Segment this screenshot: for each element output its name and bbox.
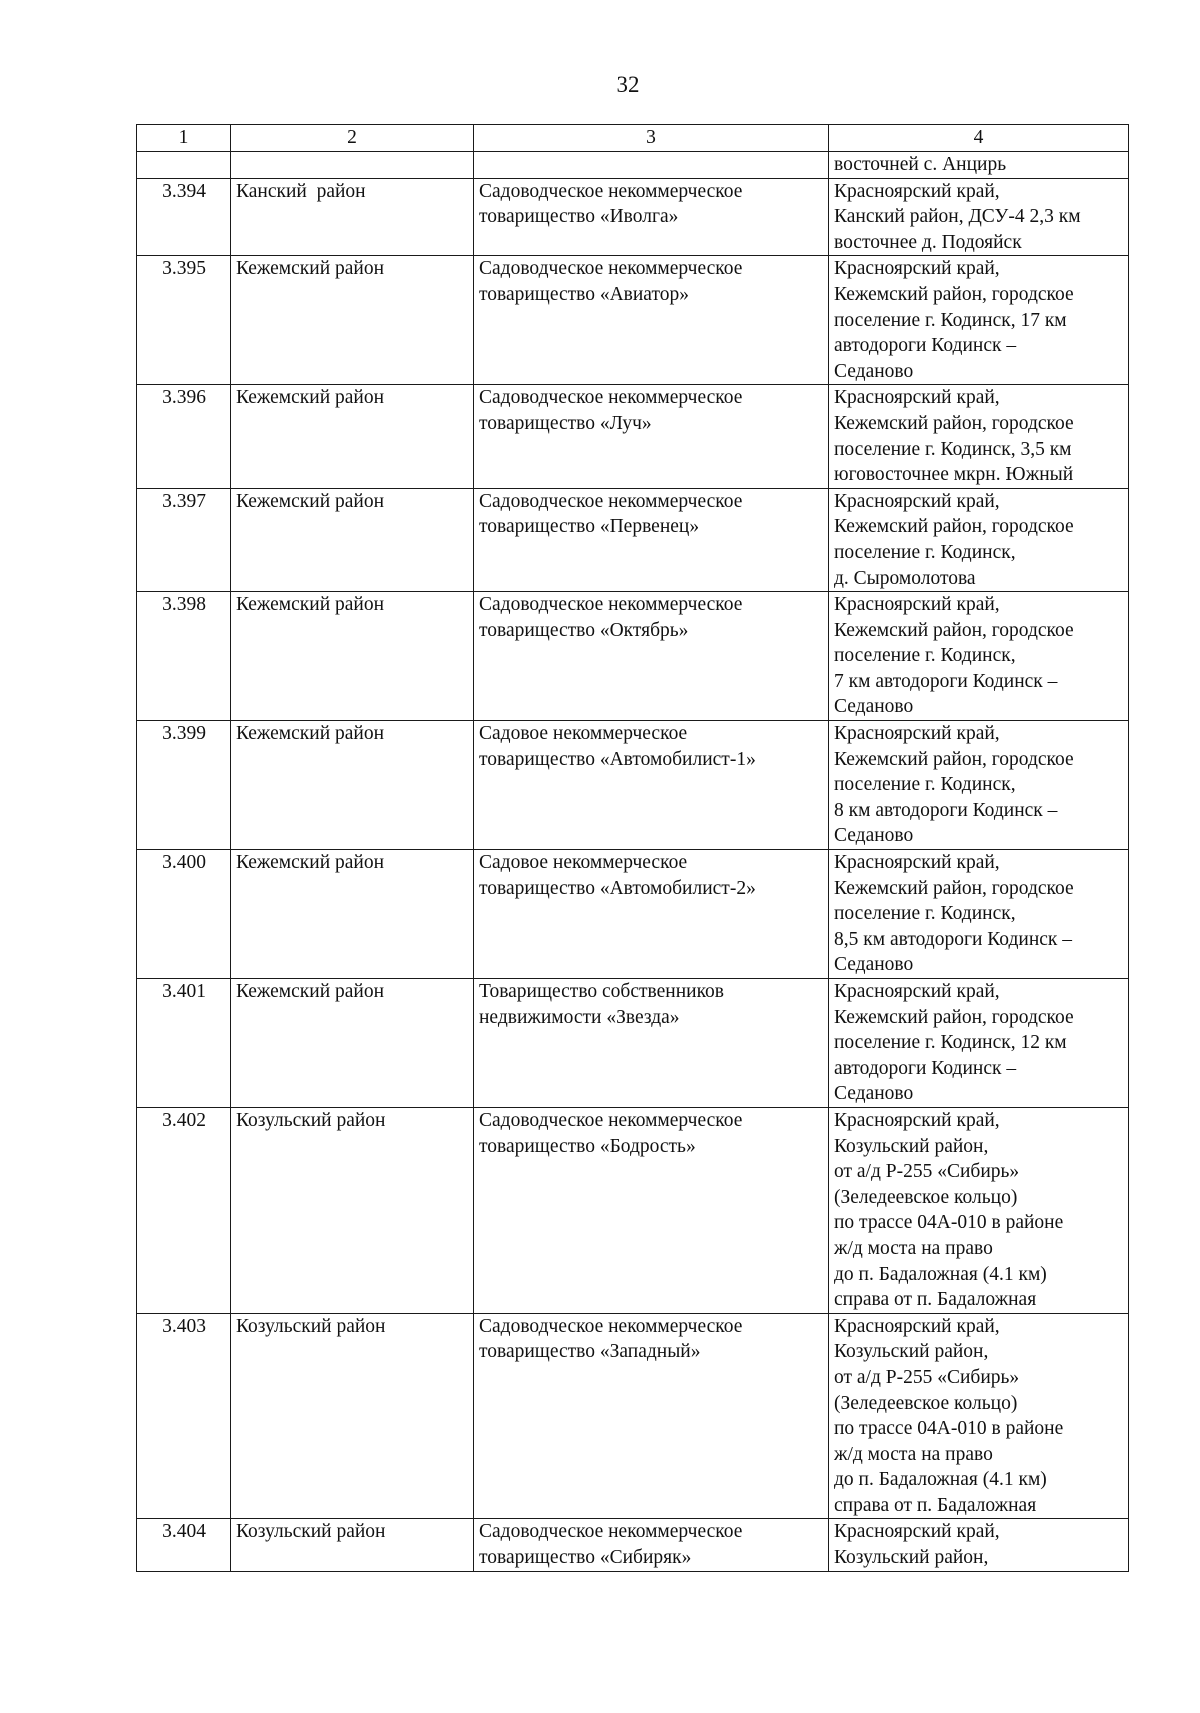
location-line: поселение г. Кодинск, 17 км bbox=[834, 309, 1067, 331]
organization-name-cell bbox=[474, 721, 829, 850]
organization-name-cell bbox=[474, 850, 829, 979]
location-line: ж/д моста на право bbox=[834, 1237, 993, 1259]
organization-name-line: Садоводческое некоммерческое bbox=[479, 1521, 743, 1543]
location-line: (Зеледеевское кольцо) bbox=[834, 1392, 1018, 1414]
location-line: восточней с. Анцирь bbox=[834, 154, 1007, 175]
district-cell: Кежемский район bbox=[231, 979, 474, 1108]
location-line: 8 км автодороги Кодинск – bbox=[834, 799, 1058, 821]
organization-name-line: товарищество «Сибиряк» bbox=[479, 1547, 692, 1569]
organization-name-line: товарищество «Автомобилист-1» bbox=[479, 748, 756, 770]
organization-name-cell bbox=[474, 979, 829, 1108]
district-cell: Козульский район bbox=[231, 1107, 474, 1313]
location-cell bbox=[829, 721, 1129, 850]
location-cell bbox=[829, 1107, 1129, 1313]
district-cell bbox=[231, 152, 474, 179]
organization-name-cell bbox=[474, 488, 829, 591]
location-cell bbox=[829, 592, 1129, 721]
organization-name-line: Товарищество собственников bbox=[479, 981, 725, 1002]
location-cell bbox=[829, 152, 1129, 179]
district-cell: Кежемский район bbox=[231, 850, 474, 979]
location-line: Красноярский край, bbox=[834, 594, 1000, 616]
district-cell: Кежемский район bbox=[231, 488, 474, 591]
location-line: Кежемский район, городское bbox=[834, 283, 1074, 305]
organization-name-line: товарищество «Авиатор» bbox=[479, 283, 689, 305]
location-line: Кежемский район, городское bbox=[834, 877, 1074, 899]
location-line: поселение г. Кодинск, bbox=[834, 541, 1016, 563]
district-cell: Козульский район bbox=[231, 1519, 474, 1571]
location-line: от а/д Р-255 «Сибирь» bbox=[834, 1366, 1020, 1388]
location-cell bbox=[829, 1519, 1129, 1571]
table-row bbox=[137, 1313, 1129, 1519]
location-line: д. Сыромолотова bbox=[834, 567, 976, 589]
organization-name-line: товарищество «Бодрость» bbox=[479, 1135, 696, 1157]
location-line: юговосточнее мкрн. Южный bbox=[834, 464, 1074, 486]
row-number-cell bbox=[137, 152, 231, 179]
location-line: от а/д Р-255 «Сибирь» bbox=[834, 1161, 1020, 1183]
column-header-3: 3 bbox=[474, 125, 829, 152]
organization-name-cell bbox=[474, 178, 829, 256]
location-line: Седаново bbox=[834, 954, 914, 976]
row-number-cell: 3.397 bbox=[137, 488, 231, 591]
location-line: Кежемский район, городское bbox=[834, 412, 1074, 434]
location-line: Красноярский край, bbox=[834, 490, 1000, 512]
organization-name-line: Садоводческое некоммерческое bbox=[479, 1109, 743, 1131]
table-body bbox=[137, 125, 1129, 1572]
location-line: поселение г. Кодинск, 12 км bbox=[834, 1032, 1067, 1054]
location-line: Седаново bbox=[834, 696, 914, 718]
organization-name-cell bbox=[474, 1313, 829, 1519]
table-header-row bbox=[137, 125, 1129, 152]
table-row bbox=[137, 592, 1129, 721]
location-line: Седаново bbox=[834, 360, 914, 382]
location-line: Красноярский край, bbox=[834, 981, 1000, 1002]
organization-name-line: товарищество «Луч» bbox=[479, 412, 652, 434]
location-line: Красноярский край, bbox=[834, 723, 1000, 745]
location-line: Кежемский район, городское bbox=[834, 619, 1074, 641]
location-line: справа от п. Бадаложная bbox=[834, 1494, 1037, 1516]
district-cell: Козульский район bbox=[231, 1313, 474, 1519]
location-line: Кежемский район, городское bbox=[834, 1006, 1074, 1028]
location-line: ж/д моста на право bbox=[834, 1443, 993, 1465]
organization-name-cell bbox=[474, 1519, 829, 1571]
row-number-cell: 3.400 bbox=[137, 850, 231, 979]
location-line: по трассе 04А-010 в районе bbox=[834, 1418, 1064, 1440]
organization-name-line: Садовое некоммерческое bbox=[479, 852, 688, 874]
location-line: Красноярский край, bbox=[834, 1521, 1000, 1543]
organization-name-line: товарищество «Октябрь» bbox=[479, 619, 689, 641]
district-cell: Кежемский район bbox=[231, 592, 474, 721]
location-line: до п. Бадаложная (4.1 км) bbox=[834, 1263, 1047, 1285]
location-line: Кежемский район, городское bbox=[834, 516, 1074, 538]
location-line: Красноярский край, bbox=[834, 387, 1000, 409]
table-row bbox=[137, 979, 1129, 1108]
location-cell bbox=[829, 850, 1129, 979]
location-line: Красноярский край, bbox=[834, 1109, 1000, 1131]
location-line: восточнее д. Подояйск bbox=[834, 231, 1022, 253]
table-row bbox=[137, 850, 1129, 979]
row-number-cell: 3.396 bbox=[137, 385, 231, 488]
location-line: Козульский район, bbox=[834, 1547, 989, 1569]
location-line: 7 км автодороги Кодинск – bbox=[834, 670, 1058, 692]
district-cell: Канский район bbox=[231, 178, 474, 256]
location-cell bbox=[829, 256, 1129, 385]
row-number-cell: 3.403 bbox=[137, 1313, 231, 1519]
organization-name-line: Садоводческое некоммерческое bbox=[479, 594, 743, 616]
table-row bbox=[137, 152, 1129, 179]
organization-name-line: товарищество «Первенец» bbox=[479, 516, 700, 538]
organization-name-line: недвижимости «Звезда» bbox=[479, 1006, 680, 1028]
page-number: 32 bbox=[616, 72, 640, 97]
table-row bbox=[137, 721, 1129, 850]
location-line: Кежемский район, городское bbox=[834, 748, 1074, 770]
row-number-cell: 3.402 bbox=[137, 1107, 231, 1313]
organization-name-cell bbox=[474, 256, 829, 385]
table-row bbox=[137, 178, 1129, 256]
organization-name-line: Садоводческое некоммерческое bbox=[479, 1315, 743, 1337]
location-line: 8,5 км автодороги Кодинск – bbox=[834, 928, 1073, 950]
row-number-cell: 3.394 bbox=[137, 178, 231, 256]
location-line: Красноярский край, bbox=[834, 852, 1000, 874]
table-row bbox=[137, 488, 1129, 591]
column-header-1: 1 bbox=[137, 125, 231, 152]
location-cell bbox=[829, 385, 1129, 488]
row-number-cell: 3.398 bbox=[137, 592, 231, 721]
location-line: поселение г. Кодинск, bbox=[834, 903, 1016, 925]
location-line: Козульский район, bbox=[834, 1135, 989, 1157]
table-row bbox=[137, 1107, 1129, 1313]
table-row bbox=[137, 256, 1129, 385]
location-cell bbox=[829, 488, 1129, 591]
organization-name-cell bbox=[474, 385, 829, 488]
location-line: Красноярский край, bbox=[834, 180, 1000, 202]
registry-table bbox=[136, 124, 1129, 1572]
location-cell bbox=[829, 979, 1129, 1108]
location-line: автодороги Кодинск – bbox=[834, 1057, 1017, 1079]
location-line: Красноярский край, bbox=[834, 258, 1000, 280]
column-header-2: 2 bbox=[231, 125, 474, 152]
location-line: Козульский район, bbox=[834, 1341, 989, 1363]
organization-name-line: товарищество «Западный» bbox=[479, 1341, 701, 1363]
organization-name-line: товарищество «Иволга» bbox=[479, 206, 679, 228]
row-number-cell: 3.401 bbox=[137, 979, 231, 1108]
district-cell: Кежемский район bbox=[231, 256, 474, 385]
district-cell: Кежемский район bbox=[231, 385, 474, 488]
location-line: Красноярский край, bbox=[834, 1315, 1000, 1337]
organization-name-line: Садоводческое некоммерческое bbox=[479, 387, 743, 409]
organization-name-line: Садоводческое некоммерческое bbox=[479, 258, 743, 280]
organization-name-cell bbox=[474, 592, 829, 721]
location-line: поселение г. Кодинск, 3,5 км bbox=[834, 438, 1072, 460]
location-line: Канский район, ДСУ-4 2,3 км bbox=[834, 206, 1081, 228]
column-header-4: 4 bbox=[829, 125, 1129, 152]
location-cell bbox=[829, 178, 1129, 256]
row-number-cell: 3.399 bbox=[137, 721, 231, 850]
table-row bbox=[137, 385, 1129, 488]
table-row bbox=[137, 1519, 1129, 1571]
organization-name-line: товарищество «Автомобилист-2» bbox=[479, 877, 756, 899]
location-line: Седаново bbox=[834, 825, 914, 847]
location-line: до п. Бадаложная (4.1 км) bbox=[834, 1469, 1047, 1491]
organization-name-cell bbox=[474, 1107, 829, 1313]
row-number-cell: 3.395 bbox=[137, 256, 231, 385]
location-line: справа от п. Бадаложная bbox=[834, 1289, 1037, 1311]
location-line: автодороги Кодинск – bbox=[834, 335, 1017, 357]
location-line: поселение г. Кодинск, bbox=[834, 645, 1016, 667]
location-line: Седаново bbox=[834, 1083, 914, 1105]
organization-name-cell bbox=[474, 152, 829, 179]
district-cell: Кежемский район bbox=[231, 721, 474, 850]
organization-name-line: Садоводческое некоммерческое bbox=[479, 180, 743, 202]
row-number-cell: 3.404 bbox=[137, 1519, 231, 1571]
location-line: по трассе 04А-010 в районе bbox=[834, 1212, 1064, 1234]
organization-name-line: Садоводческое некоммерческое bbox=[479, 490, 743, 512]
location-cell bbox=[829, 1313, 1129, 1519]
location-line: поселение г. Кодинск, bbox=[834, 774, 1016, 796]
location-line: (Зеледеевское кольцо) bbox=[834, 1186, 1018, 1208]
organization-name-line: Садовое некоммерческое bbox=[479, 723, 688, 745]
